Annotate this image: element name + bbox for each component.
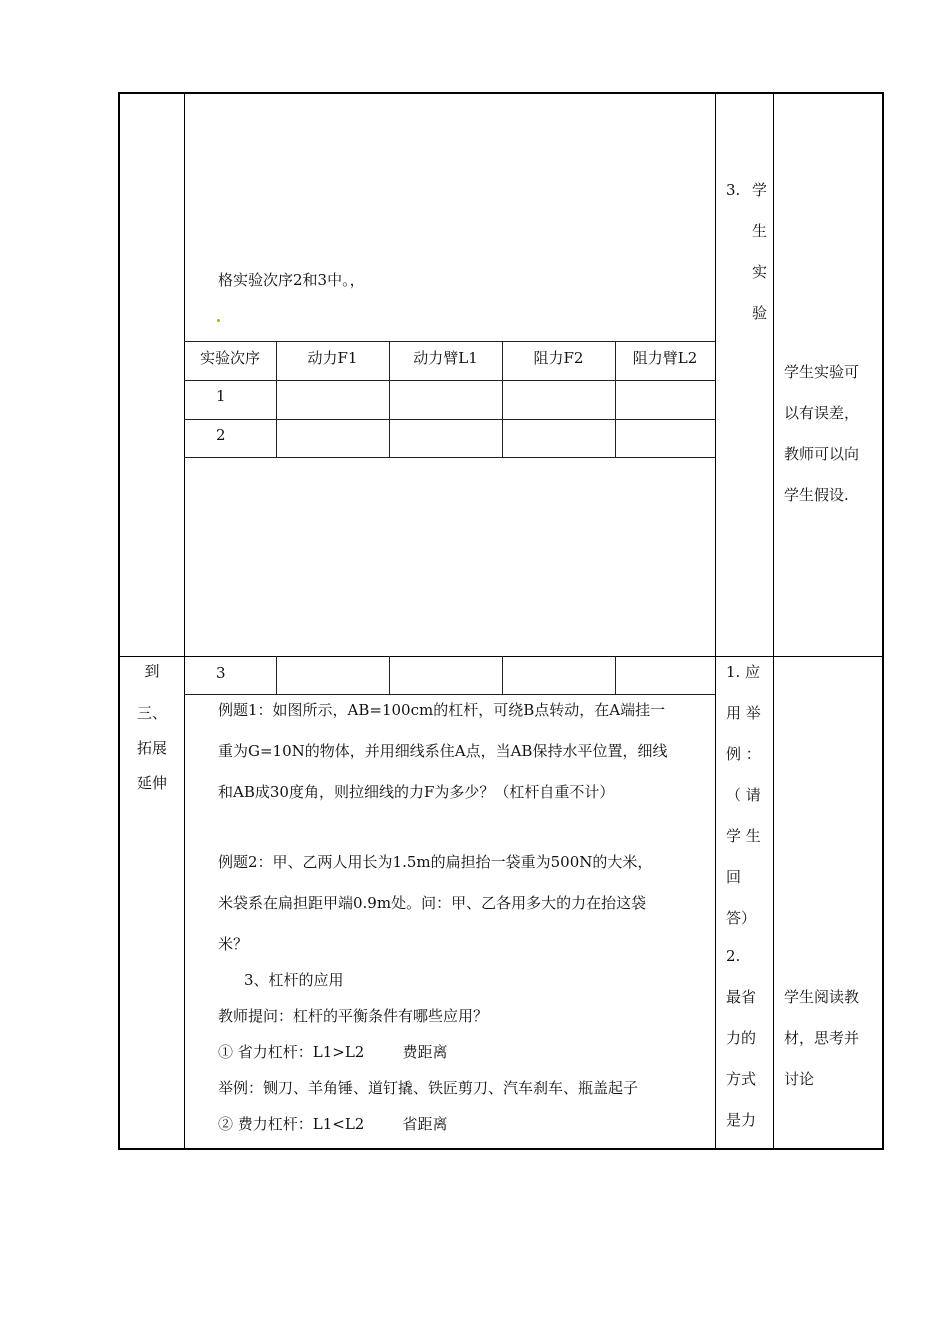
column-divider-3 xyxy=(773,92,774,1150)
table-header-cell: 实验次序 xyxy=(199,349,260,367)
lever-type-2: ② 费力杠杆：L1<L2 省距离 xyxy=(218,1115,448,1133)
teacher-question: 教师提问：杠杆的平衡条件有哪些应用？ xyxy=(218,1007,489,1025)
table-header-cell: 动力臂L1 xyxy=(413,349,478,367)
marker-dot xyxy=(217,319,220,322)
table-border-right xyxy=(882,92,884,1150)
section-3-title: 3、杠杆的应用 xyxy=(244,971,344,989)
table-header-cell: 阻力F2 xyxy=(533,349,584,367)
row-divider xyxy=(118,656,884,657)
table-header-cell: 动力F1 xyxy=(307,349,358,367)
intro-text: 格实验次序2和3中。， xyxy=(218,271,365,289)
document-page: 格实验次序2和3中。， 实验次序 动力F1 动力臂L1 阻力F2 阻力臂L2 1 2 3 3. 学 生 实 验 学生实验可 以有误差， 教师可以向 学生假设. 到 三、 拓展 延伸 例题1：如图所示，AB=100cm的杠杆，可绕B点转动，在A端挂一 重为G=10N的物体，并用细线系住A点，当AB保持水平位置，细线 和AB成30度角，则拉细线的力F为多少？（杠杆自重不计） 例题2：甲、乙两人用长为1.5m的扁担抬一袋重为500N的大米， 米袋系在扁担距甲端0.9m处。问：甲、乙各用多大的力在抬这袋 米？ 3、杠杆的应用 教师提问：杠杆的平衡条件有哪些应用？ ① 省力杠杆：L1>L2 费距离 举例：铡刀、羊角锤、道钉撬、铁匠剪刀、汽车刹车、瓶盖起子 ② 费力杠杆：L1<L2 省距离 1. 应 用 举 例 ： （ 请 学 生 回 答） 2. 最省 力的 方式 是力 学生阅读教 材，思考并 讨论 xyxy=(0,0,950,1344)
table-row-index: 2 xyxy=(216,426,226,444)
table-border-top xyxy=(118,92,884,94)
table-row-index: 3 xyxy=(216,664,226,682)
table-border-bottom xyxy=(118,1148,884,1150)
table-row-index: 1 xyxy=(216,387,226,405)
column-divider-1 xyxy=(184,92,185,1150)
lever-type-1: ① 省力杠杆：L1>L2 费距离 xyxy=(218,1043,448,1061)
lever-examples: 举例：铡刀、羊角锤、道钉撬、铁匠剪刀、汽车刹车、瓶盖起子 xyxy=(218,1079,639,1097)
table-header-cell: 阻力臂L2 xyxy=(632,349,698,367)
table-border-left xyxy=(118,92,120,1150)
column-divider-2 xyxy=(715,92,716,1150)
